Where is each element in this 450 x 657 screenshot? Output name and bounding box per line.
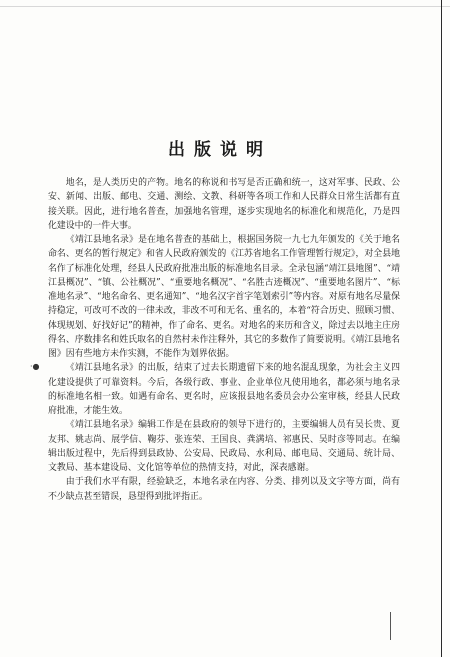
scan-tick-mark — [390, 612, 391, 640]
body-text — [48, 176, 400, 504]
page-top-edge — [0, 6, 450, 7]
page-right-edge — [441, 0, 442, 657]
paragraph-5: 由于我们水平有限，经验缺乏，本地名录在内容、分类、排列以及文字等方面，尚有不少缺点甚至错误，恳望得到批评指正。 — [48, 477, 400, 502]
page-title: 出版说明 — [168, 140, 272, 161]
paragraph-4: 《靖江县地名录》编辑工作是在县政府的领导下进行的，主要编辑人员有吴长贵、夏友邦、姚志尚、展学信、鞠芬、张连荣、王国良、龚满培、祁惠民、吴时彦等同志。在编辑出版过程中，先后得到县政协、公安局、民政局、水利局、邮电局、交通局、统计局、文教局、基本建设局、文化馆等单位的热情支持，对此，深表感谢。 — [48, 420, 400, 473]
paragraph-3: 《靖江县地名录》的出版，结束了过去长期遗留下来的地名混乱现象，为社会主义四化建设提供了可靠资料。今后，各级行政、事业、企业单位凡使用地名，都必须与地名录的标准地名相一致。如遇有命名、更名时，应该报县地名委员会办公室审核，经县人民政府批准，才能生效。 — [48, 363, 400, 416]
paragraph-1: 地名，是人类历史的产物。地名的称说和书写是否正确和统一，这对军事、民政、公安、新闻、出版、邮电、交通、测绘、文教、科研等各项工作和人民群众日常生活都有直接关联。因此，进行地名普查，加强地名管理，逐步实现地名的标准化和规范化，乃是四化建设中的一件大事。 — [48, 178, 400, 231]
margin-mark: ·● — [30, 362, 40, 371]
paragraph-2: 《靖江县地名录》是在地名普查的基础上，根据国务院一九七九年颁发的《关于地名命名、更名的暂行规定》和省人民政府颁发的《江苏省地名工作管理暂行规定》，对全县地名作了标准化处理，经县人民政府批准出版的标准地名目录。全录包涵“靖江县地图”、“靖江县概况”、“镇、公社概况”、“重要地名概况”、“名胜古迹概况”、“重要地名图片”、“标准地名录”、“地名命名、更名通知”、“地名汉字首字笔划索引”等内容。对原有地名尽量保持稳定，可改可不改的一律未改，非改不可和无名、重名的，本着“符合历史、照顾习惯、体现规划、好找好记”的精神，作了命名、更名。对地名的来历和含义，除过去以地主庄房得名、序数排名和姓氏取名的自然村未作注释外，其它的多数作了简要说明。《靖江县地名图》因有些地方未作实测，不能作为划界依据。 — [48, 235, 400, 359]
